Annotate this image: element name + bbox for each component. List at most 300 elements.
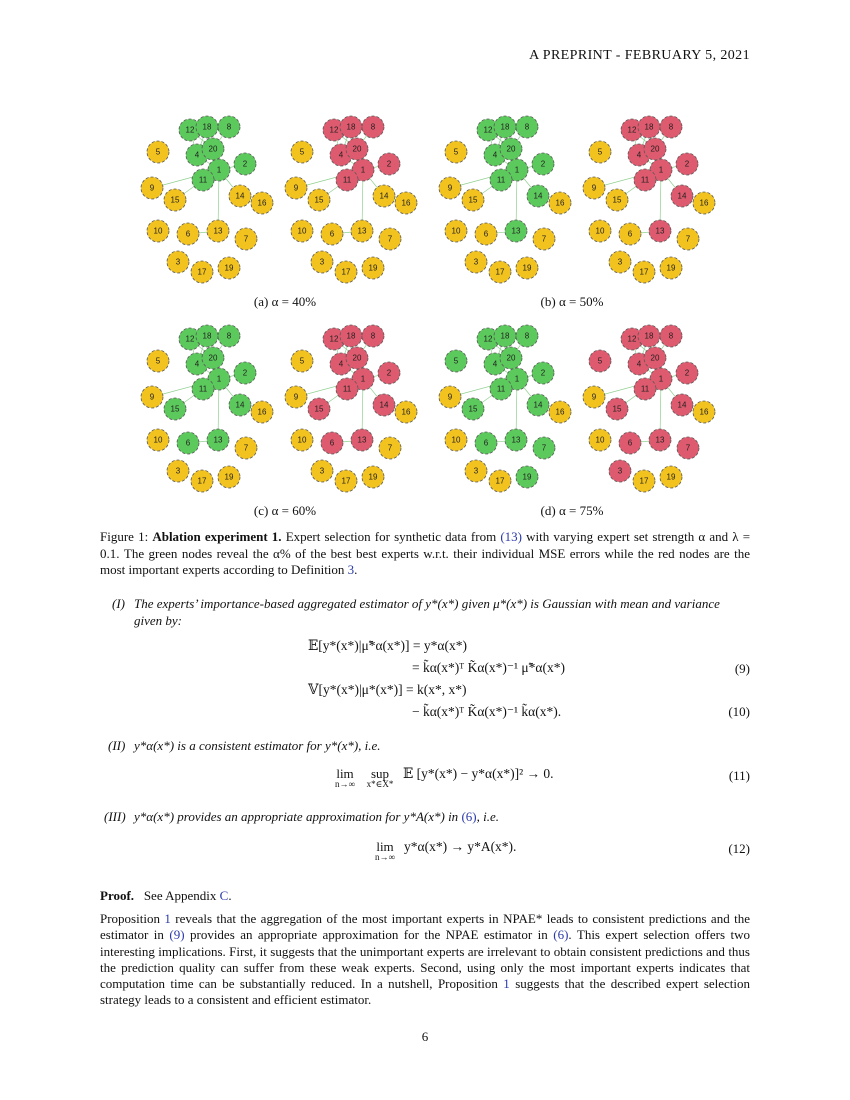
svg-text:18: 18 (644, 122, 654, 132)
svg-text:15: 15 (468, 195, 478, 205)
node-20 (202, 138, 224, 160)
svg-text:7: 7 (243, 443, 249, 453)
svg-text:8: 8 (370, 122, 376, 132)
node-19 (516, 257, 538, 279)
node-11 (490, 378, 512, 400)
node-9 (285, 177, 307, 199)
svg-text:11: 11 (496, 175, 506, 185)
svg-text:11: 11 (342, 175, 352, 185)
svg-text:8: 8 (370, 331, 376, 341)
proof-label: Proof. (100, 888, 135, 903)
svg-text:3: 3 (473, 257, 479, 267)
node-20 (202, 347, 224, 369)
svg-text:20: 20 (352, 353, 362, 363)
svg-text:4: 4 (492, 150, 498, 160)
svg-text:13: 13 (655, 226, 665, 236)
node-18 (494, 325, 516, 347)
node-9 (285, 386, 307, 408)
svg-text:3: 3 (175, 466, 181, 476)
node-18 (494, 116, 516, 138)
eq-ref-6[interactable]: (6) (461, 809, 477, 824)
svg-text:4: 4 (636, 150, 642, 160)
node-2 (676, 153, 698, 175)
svg-text:17: 17 (639, 267, 649, 277)
svg-text:7: 7 (243, 234, 249, 244)
svg-text:20: 20 (506, 144, 516, 154)
node-10 (147, 220, 169, 242)
proof: Proof. See Appendix C. (100, 888, 232, 903)
svg-text:9: 9 (293, 183, 299, 193)
svg-text:10: 10 (297, 226, 307, 236)
svg-text:18: 18 (202, 122, 212, 132)
node-6 (321, 223, 343, 245)
node-13 (351, 429, 373, 451)
figure-caption: Figure 1: Ablation experiment 1. Expert selection for synthetic data from (13) with varying expert set strength α and λ = 0.1. The green nodes reveal the α% of the best best experts w.r.t. their individual MSE errors while the red nodes are the most important experts according to Definition 3. (100, 529, 751, 577)
node-13 (207, 220, 229, 242)
node-17 (191, 470, 213, 492)
svg-text:15: 15 (612, 195, 622, 205)
svg-text:9: 9 (293, 392, 299, 402)
equation-11: 𝔼 [y*(x*) − y*α(x*)]² → 0. (403, 766, 554, 781)
svg-text:17: 17 (639, 476, 649, 486)
node-18 (196, 116, 218, 138)
svg-text:14: 14 (379, 400, 389, 410)
lim-11: lim n→∞ (335, 766, 355, 789)
node-14 (671, 185, 693, 207)
eq-ref-13[interactable]: (13) (500, 529, 523, 544)
svg-text:5: 5 (453, 356, 459, 366)
node-11 (634, 378, 656, 400)
appendix-ref[interactable]: C (219, 888, 229, 903)
figure-title: Ablation experiment 1. (152, 529, 282, 544)
svg-text:12: 12 (185, 334, 195, 344)
node-20 (346, 138, 368, 160)
eq-ref-6b[interactable]: (6) (553, 927, 569, 943)
subcaption-d: (d) α = 75% (540, 503, 604, 518)
svg-text:3: 3 (319, 466, 325, 476)
proposition-ref-2[interactable]: 1 (503, 976, 510, 992)
definition-ref[interactable]: 3 (347, 562, 355, 577)
svg-text:10: 10 (595, 435, 605, 445)
prop-label-3: (III) (104, 809, 126, 824)
svg-text:19: 19 (522, 472, 532, 482)
lim-12: lim n→∞ (375, 839, 395, 862)
node-10 (147, 429, 169, 451)
node-10 (445, 220, 467, 242)
svg-text:19: 19 (224, 263, 234, 273)
svg-text:19: 19 (666, 472, 676, 482)
svg-text:16: 16 (257, 407, 267, 417)
svg-text:14: 14 (677, 400, 687, 410)
svg-text:1: 1 (216, 374, 222, 384)
node-5 (445, 141, 467, 163)
node-17 (335, 261, 357, 283)
svg-text:4: 4 (338, 150, 344, 160)
svg-text:17: 17 (341, 476, 351, 486)
node-11 (192, 169, 214, 191)
svg-text:18: 18 (500, 122, 510, 132)
node-11 (336, 378, 358, 400)
body-paragraph: Proposition 1 reveals that the aggregation of the most important experts in NPAE* leads to consistent predictions and the estimator in (9) provides an appropriate approximation for the NPAE estimator in (6). This expert selection offers two interesting implications. First, it suggests that the unimportant experts are irrelevant to obtain consistent predictions and thus the prediction quality can suffer from these weak experts. Second, using only the most important experts indicates that computation time can be substantially reduced. In a nutshell, Proposition 1 suggests that the described expert selection strategy leads to a consistent and efficient estimator. (100, 911, 751, 1008)
node-20 (500, 138, 522, 160)
svg-text:1: 1 (514, 165, 520, 175)
node-15 (606, 189, 628, 211)
svg-text:6: 6 (483, 438, 489, 448)
svg-text:1: 1 (216, 165, 222, 175)
node-3 (609, 251, 631, 273)
svg-text:18: 18 (346, 122, 356, 132)
node-7 (533, 437, 555, 459)
node-8 (660, 116, 682, 138)
node-13 (649, 429, 671, 451)
node-5 (589, 350, 611, 372)
svg-text:6: 6 (627, 438, 633, 448)
node-7 (235, 228, 257, 250)
svg-text:16: 16 (555, 407, 565, 417)
node-20 (346, 347, 368, 369)
node-18 (340, 116, 362, 138)
svg-text:10: 10 (297, 435, 307, 445)
svg-text:15: 15 (170, 404, 180, 414)
node-3 (465, 460, 487, 482)
svg-text:7: 7 (541, 234, 547, 244)
svg-text:6: 6 (185, 229, 191, 239)
node-2 (676, 362, 698, 384)
node-2 (234, 362, 256, 384)
graph-c-importance (284, 321, 424, 493)
svg-text:19: 19 (368, 472, 378, 482)
node-17 (489, 470, 511, 492)
svg-text:3: 3 (319, 257, 325, 267)
svg-text:18: 18 (644, 331, 654, 341)
node-16 (251, 401, 273, 423)
node-18 (340, 325, 362, 347)
svg-text:12: 12 (483, 125, 493, 135)
svg-text:1: 1 (360, 165, 366, 175)
svg-text:16: 16 (401, 407, 411, 417)
svg-text:17: 17 (197, 476, 207, 486)
prop-text-2: y*α(x*) is a consistent estimator for y*(x*), i.e. (134, 738, 381, 753)
svg-text:5: 5 (299, 147, 305, 157)
node-8 (516, 325, 538, 347)
svg-text:8: 8 (668, 331, 674, 341)
svg-text:11: 11 (496, 384, 506, 394)
svg-text:8: 8 (524, 122, 530, 132)
node-18 (638, 116, 660, 138)
node-7 (677, 437, 699, 459)
svg-text:4: 4 (636, 359, 642, 369)
node-7 (235, 437, 257, 459)
svg-text:7: 7 (685, 443, 691, 453)
node-3 (465, 251, 487, 273)
node-11 (634, 169, 656, 191)
svg-text:2: 2 (242, 159, 248, 169)
node-5 (147, 141, 169, 163)
node-5 (445, 350, 467, 372)
svg-text:13: 13 (357, 226, 367, 236)
svg-text:2: 2 (386, 368, 392, 378)
svg-text:14: 14 (235, 400, 245, 410)
svg-text:17: 17 (495, 267, 505, 277)
svg-text:2: 2 (242, 368, 248, 378)
node-3 (311, 460, 333, 482)
node-10 (291, 429, 313, 451)
node-19 (362, 466, 384, 488)
graph-a-mse (140, 112, 280, 284)
node-5 (147, 350, 169, 372)
equation-10a: 𝕍[y*(x*)|μ*(x*)] = k(x*, x*) (308, 682, 467, 697)
svg-text:5: 5 (597, 356, 603, 366)
svg-text:20: 20 (650, 353, 660, 363)
node-16 (693, 192, 715, 214)
svg-text:1: 1 (360, 374, 366, 384)
svg-text:7: 7 (387, 234, 393, 244)
svg-text:6: 6 (329, 229, 335, 239)
node-8 (218, 116, 240, 138)
node-19 (660, 466, 682, 488)
svg-text:4: 4 (194, 359, 200, 369)
node-13 (505, 220, 527, 242)
svg-text:16: 16 (257, 198, 267, 208)
node-18 (196, 325, 218, 347)
node-2 (378, 153, 400, 175)
equation-number-11: (11) (728, 768, 750, 783)
svg-text:15: 15 (170, 195, 180, 205)
node-8 (660, 325, 682, 347)
svg-text:11: 11 (640, 175, 650, 185)
svg-text:12: 12 (329, 334, 339, 344)
svg-text:20: 20 (208, 144, 218, 154)
svg-text:20: 20 (352, 144, 362, 154)
svg-text:16: 16 (401, 198, 411, 208)
svg-text:5: 5 (453, 147, 459, 157)
svg-text:9: 9 (591, 183, 597, 193)
svg-text:7: 7 (541, 443, 547, 453)
page-number: 6 (421, 1029, 429, 1044)
node-9 (583, 177, 605, 199)
svg-text:5: 5 (155, 147, 161, 157)
svg-text:18: 18 (202, 331, 212, 341)
node-11 (336, 169, 358, 191)
node-9 (439, 177, 461, 199)
prop-label-1: (I) (112, 596, 125, 611)
svg-text:14: 14 (379, 191, 389, 201)
node-10 (589, 220, 611, 242)
node-19 (660, 257, 682, 279)
node-19 (362, 257, 384, 279)
equation-9b: = k̃α(x*)ᵀ K̃α(x*)⁻¹ μ̃*α(x*) (412, 660, 565, 675)
svg-text:20: 20 (650, 144, 660, 154)
graph-b-importance (582, 112, 722, 284)
graph-c-mse (140, 321, 280, 493)
svg-text:8: 8 (524, 331, 530, 341)
node-17 (191, 261, 213, 283)
svg-text:11: 11 (342, 384, 352, 394)
node-11 (490, 169, 512, 191)
node-14 (671, 394, 693, 416)
node-16 (549, 192, 571, 214)
svg-text:10: 10 (595, 226, 605, 236)
svg-text:12: 12 (185, 125, 195, 135)
node-19 (218, 466, 240, 488)
svg-text:8: 8 (226, 331, 232, 341)
node-3 (609, 460, 631, 482)
graph-a-importance (284, 112, 424, 284)
node-5 (291, 350, 313, 372)
node-17 (335, 470, 357, 492)
svg-text:9: 9 (149, 183, 155, 193)
svg-text:2: 2 (386, 159, 392, 169)
node-17 (489, 261, 511, 283)
svg-text:10: 10 (451, 435, 461, 445)
node-15 (164, 398, 186, 420)
svg-text:12: 12 (627, 334, 637, 344)
svg-text:12: 12 (483, 334, 493, 344)
svg-text:16: 16 (555, 198, 565, 208)
node-6 (619, 432, 641, 454)
subcaption-a: (a) α = 40% (253, 294, 317, 309)
node-11 (192, 378, 214, 400)
node-15 (308, 398, 330, 420)
node-6 (619, 223, 641, 245)
prop-label-2: (II) (108, 738, 126, 753)
svg-text:13: 13 (213, 226, 223, 236)
svg-text:20: 20 (506, 353, 516, 363)
proposition-ref[interactable]: 1 (164, 911, 171, 926)
node-9 (583, 386, 605, 408)
svg-text:19: 19 (666, 263, 676, 273)
svg-text:11: 11 (640, 384, 650, 394)
node-15 (606, 398, 628, 420)
equation-number-12: (12) (728, 841, 750, 856)
node-14 (527, 394, 549, 416)
svg-text:2: 2 (684, 159, 690, 169)
node-19 (218, 257, 240, 279)
svg-text:9: 9 (447, 183, 453, 193)
node-16 (251, 192, 273, 214)
svg-text:13: 13 (357, 435, 367, 445)
node-13 (207, 429, 229, 451)
svg-text:8: 8 (226, 122, 232, 132)
node-15 (462, 189, 484, 211)
svg-text:12: 12 (627, 125, 637, 135)
svg-text:15: 15 (314, 404, 324, 414)
node-6 (177, 223, 199, 245)
svg-text:4: 4 (492, 359, 498, 369)
svg-text:10: 10 (153, 435, 163, 445)
node-13 (351, 220, 373, 242)
svg-text:3: 3 (175, 257, 181, 267)
svg-text:5: 5 (299, 356, 305, 366)
svg-text:1: 1 (658, 165, 664, 175)
svg-text:3: 3 (473, 466, 479, 476)
node-16 (395, 192, 417, 214)
node-16 (693, 401, 715, 423)
svg-text:9: 9 (591, 392, 597, 402)
svg-text:13: 13 (655, 435, 665, 445)
node-7 (379, 437, 401, 459)
node-3 (167, 460, 189, 482)
node-16 (549, 401, 571, 423)
svg-text:15: 15 (314, 195, 324, 205)
svg-text:11: 11 (198, 175, 208, 185)
svg-text:1: 1 (514, 374, 520, 384)
node-14 (373, 185, 395, 207)
node-7 (379, 228, 401, 250)
node-19 (516, 466, 538, 488)
svg-text:5: 5 (597, 147, 603, 157)
node-15 (308, 189, 330, 211)
svg-text:3: 3 (617, 466, 623, 476)
node-7 (533, 228, 555, 250)
svg-text:11: 11 (198, 384, 208, 394)
svg-text:16: 16 (699, 407, 709, 417)
svg-text:14: 14 (533, 400, 543, 410)
node-8 (362, 325, 384, 347)
svg-text:17: 17 (197, 267, 207, 277)
svg-text:2: 2 (540, 159, 546, 169)
svg-text:4: 4 (194, 150, 200, 160)
svg-text:6: 6 (185, 438, 191, 448)
running-header: A PREPRINT - FEBRUARY 5, 2021 (529, 48, 750, 63)
node-15 (462, 398, 484, 420)
node-2 (532, 153, 554, 175)
node-2 (234, 153, 256, 175)
node-9 (439, 386, 461, 408)
graph-d-mse (438, 321, 578, 493)
node-3 (311, 251, 333, 273)
equation-9a: 𝔼[y*(x*)|μ̃*α(x*)] = y*α(x*) (308, 638, 467, 653)
node-13 (505, 429, 527, 451)
node-10 (291, 220, 313, 242)
svg-text:13: 13 (511, 226, 521, 236)
equation-number-9: (9) (734, 661, 750, 676)
eq-ref-9[interactable]: (9) (169, 927, 185, 943)
node-17 (633, 470, 655, 492)
node-17 (633, 261, 655, 283)
svg-text:2: 2 (684, 368, 690, 378)
svg-text:16: 16 (699, 198, 709, 208)
node-15 (164, 189, 186, 211)
node-6 (321, 432, 343, 454)
equation-number-10: (10) (728, 704, 750, 719)
node-2 (378, 362, 400, 384)
svg-text:6: 6 (329, 438, 335, 448)
sup-11: sup x*∈X* (366, 766, 394, 789)
node-2 (532, 362, 554, 384)
svg-text:15: 15 (612, 404, 622, 414)
node-10 (445, 429, 467, 451)
svg-text:6: 6 (627, 229, 633, 239)
figure-label: Figure 1: (100, 529, 149, 544)
node-5 (589, 141, 611, 163)
svg-text:6: 6 (483, 229, 489, 239)
svg-text:3: 3 (617, 257, 623, 267)
node-7 (677, 228, 699, 250)
node-20 (644, 138, 666, 160)
svg-text:10: 10 (153, 226, 163, 236)
node-10 (589, 429, 611, 451)
svg-text:4: 4 (338, 359, 344, 369)
node-8 (362, 116, 384, 138)
svg-text:13: 13 (213, 435, 223, 445)
svg-text:9: 9 (447, 392, 453, 402)
node-6 (177, 432, 199, 454)
svg-text:8: 8 (668, 122, 674, 132)
graph-d-importance (582, 321, 722, 493)
svg-text:18: 18 (500, 331, 510, 341)
svg-text:14: 14 (677, 191, 687, 201)
